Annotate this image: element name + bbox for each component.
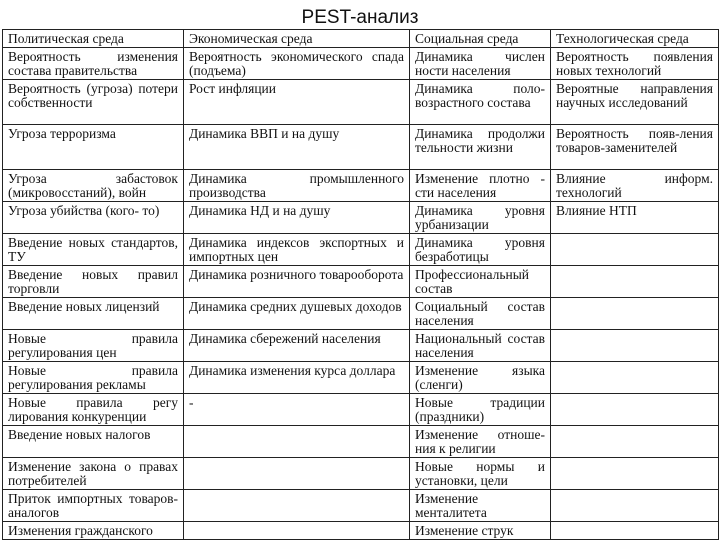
table-cell	[184, 426, 410, 458]
table-cell	[551, 330, 719, 362]
table-cell: Влияние информ. технологий	[551, 170, 719, 202]
table-cell	[551, 234, 719, 266]
header-row	[3, 30, 719, 48]
table-cell: Динамика продолжи тельности жизни	[410, 125, 551, 170]
table-cell: Динамика средних душевых доходов	[184, 298, 410, 330]
table-row	[3, 266, 719, 298]
table-cell: Введение новых налогов	[3, 426, 184, 458]
table-cell: Новые нормы и установки, цели	[410, 458, 551, 490]
table-cell: Изменение языка (сленги)	[410, 362, 551, 394]
table-row	[3, 362, 719, 394]
table-cell: Вероятность появления новых технологий	[551, 48, 719, 80]
table-cell	[551, 298, 719, 330]
table-cell: Изменение струк	[410, 522, 551, 540]
table-cell: Национальный состав населения	[410, 330, 551, 362]
table-row	[3, 522, 719, 540]
table-cell: Вероятность изменения состава правительства	[3, 48, 184, 80]
table-cell: Вероятность экономического спада (подъема)	[184, 48, 410, 80]
page-title: PEST-анализ	[301, 7, 419, 28]
table-cell: Новые правила регу лирования конкуренции	[3, 394, 184, 426]
table-cell: Динамика числен ности населения	[410, 48, 551, 80]
table-cell: Вероятные направления научных исследований	[551, 80, 719, 125]
table-cell: Введение новых правил торговли	[3, 266, 184, 298]
table-cell: Приток импортных товаров-аналогов	[3, 490, 184, 522]
table-row	[3, 394, 719, 426]
table-cell	[184, 522, 410, 540]
header-social: Социальная среда	[410, 30, 551, 48]
table-cell: Изменение менталитета	[410, 490, 551, 522]
table-cell: Новые правила регулирования рекламы	[3, 362, 184, 394]
table-row	[3, 490, 719, 522]
table-cell: Угроза забастовок (микровосстаний), войн	[3, 170, 184, 202]
table-cell: Изменение плотно - сти населения	[410, 170, 551, 202]
table-cell: Изменение отноше- ния к религии	[410, 426, 551, 458]
table-cell: Изменения гражданского	[3, 522, 184, 540]
table-cell: Динамика индексов экспортных и импортных цен	[184, 234, 410, 266]
table-row	[3, 202, 719, 234]
table-cell	[184, 490, 410, 522]
table-cell	[551, 458, 719, 490]
pest-table	[2, 29, 719, 540]
table-cell: Угроза терроризма	[3, 125, 184, 170]
table-cell: Динамика уровня урбанизации	[410, 202, 551, 234]
table-cell	[551, 426, 719, 458]
table-cell	[551, 522, 719, 540]
header-technological: Технологическая среда	[551, 30, 719, 48]
table-row	[3, 458, 719, 490]
table-cell: Динамика промышленного производства	[184, 170, 410, 202]
table-cell: Динамика поло- возрастного состава	[410, 80, 551, 125]
table-row	[3, 125, 719, 170]
table-row	[3, 48, 719, 80]
table-row	[3, 80, 719, 125]
table-cell: Рост инфляции	[184, 80, 410, 125]
table-cell: Новые традиции (праздники)	[410, 394, 551, 426]
table-row	[3, 426, 719, 458]
header-economic: Экономическая среда	[184, 30, 410, 48]
table-cell: Динамика ВВП и на душу	[184, 125, 410, 170]
table-row	[3, 330, 719, 362]
table-cell: Новые правила регулирования цен	[3, 330, 184, 362]
header-political: Политическая среда	[3, 30, 184, 48]
table-cell: Социальный состав населения	[410, 298, 551, 330]
table-row	[3, 298, 719, 330]
table-cell: -	[184, 394, 410, 426]
table-cell: Изменение закона о правах потребителей	[3, 458, 184, 490]
table-cell: Динамика НД и на душу	[184, 202, 410, 234]
table-cell: Влияние НТП	[551, 202, 719, 234]
table-cell	[184, 458, 410, 490]
table-cell	[551, 266, 719, 298]
table-cell: Динамика розничного товарооборота	[184, 266, 410, 298]
table-cell: Введение новых стандартов, ТУ	[3, 234, 184, 266]
table-cell: Вероятность (угроза) потери собственности	[3, 80, 184, 125]
table-cell: Динамика уровня безработицы	[410, 234, 551, 266]
table-cell: Введение новых лицензий	[3, 298, 184, 330]
table-cell	[551, 394, 719, 426]
table-cell: Динамика сбережений населения	[184, 330, 410, 362]
table-cell: Динамика изменения курса доллара	[184, 362, 410, 394]
table-row	[3, 170, 719, 202]
table-cell: Профессиональный состав	[410, 266, 551, 298]
table-cell	[551, 490, 719, 522]
table-cell: Угроза убийства (кого- то)	[3, 202, 184, 234]
table-cell: Вероятность появ-ления товаров-заменителей	[551, 125, 719, 170]
table-row	[3, 234, 719, 266]
table-cell	[551, 362, 719, 394]
